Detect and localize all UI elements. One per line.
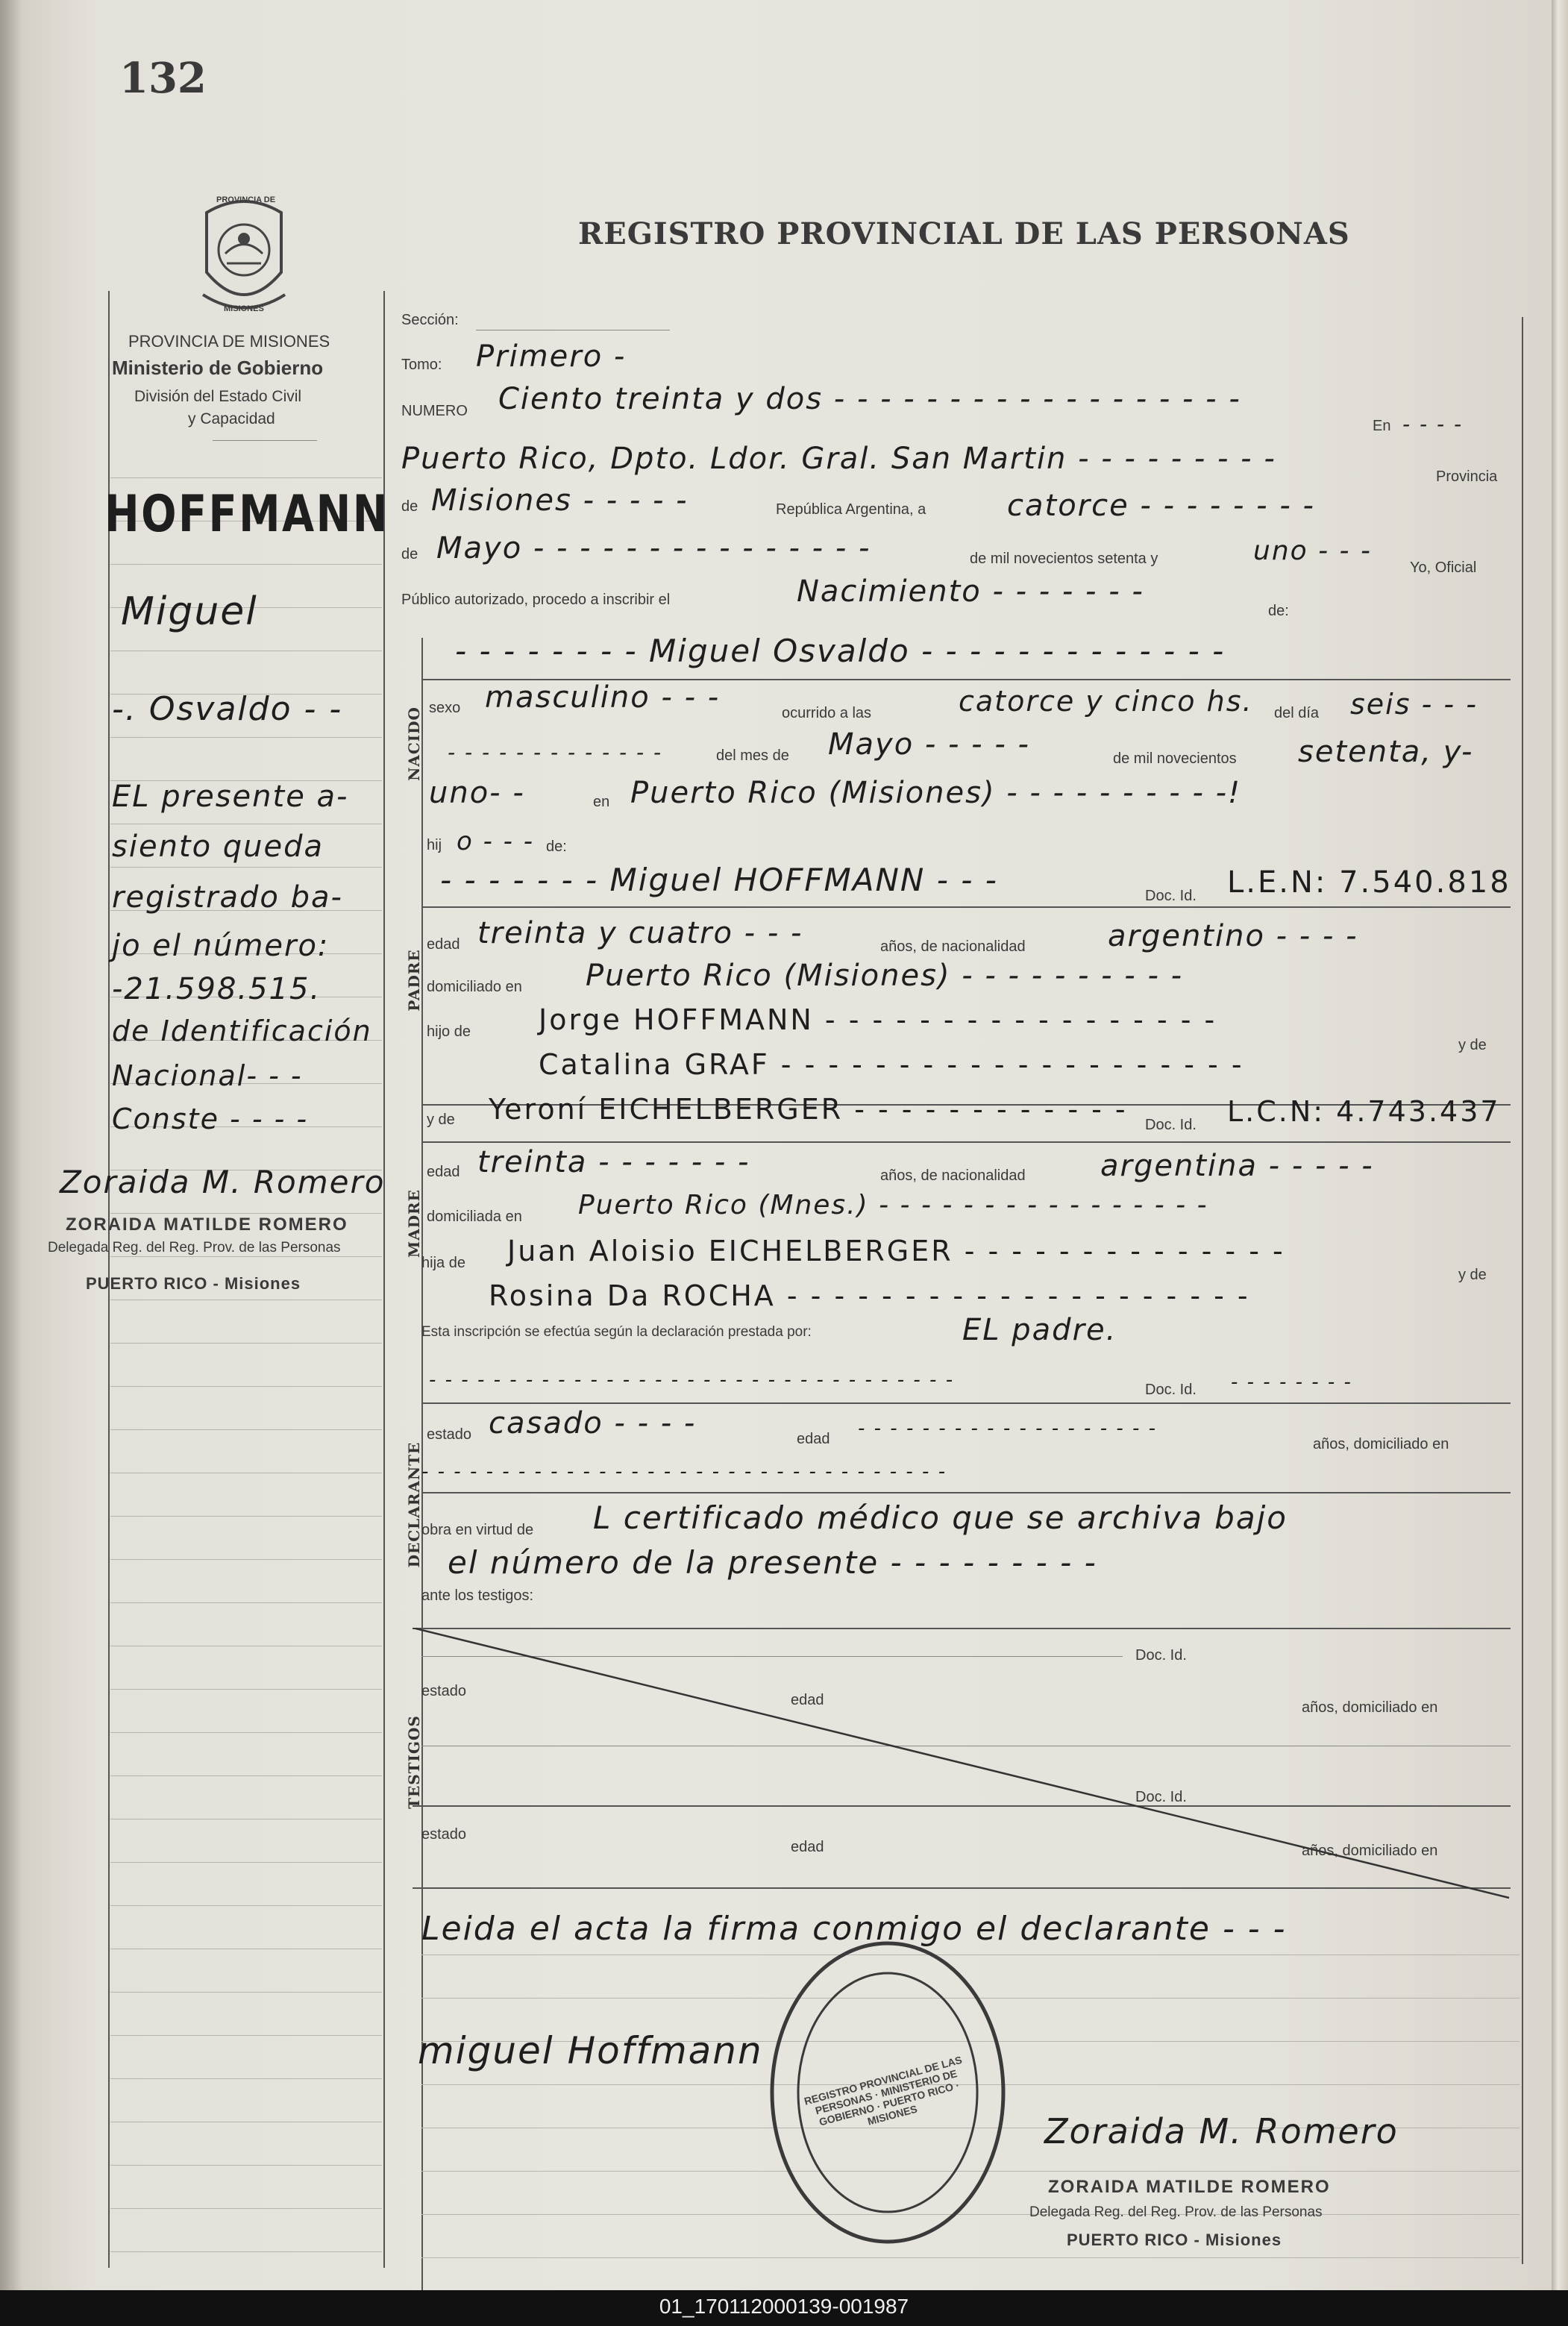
padre-madre: Catalina GRAF - - - - - - - - - - - - - - - - - - - -: [539, 1048, 1244, 1081]
register-title: REGISTRO PROVINCIAL DE LAS PERSONAS: [578, 216, 1350, 251]
testigos-label: ante los testigos:: [421, 1587, 534, 1604]
note-line: registrado ba-: [112, 880, 343, 915]
division-label: División del Estado Civil: [134, 388, 302, 405]
padre-doc-label: Doc. Id.: [1145, 888, 1197, 904]
de-label: de: [401, 546, 418, 562]
declarante-dash: - - - - - - - - - - - - - - - - - - - - - - - - - - - - - - - - -: [429, 1369, 955, 1391]
numero-value: Ciento treinta y dos - - - - - - - - - - - - - - - - - -: [498, 382, 1241, 416]
edad-label: edad: [797, 1431, 830, 1447]
ruled-line: [110, 1256, 382, 1257]
oficial-label: Yo, Oficial: [1410, 559, 1477, 576]
left-stamp-role: Delegada Reg. del Reg. Prov. de las Personas: [48, 1240, 341, 1256]
page-edge: [1552, 0, 1568, 2290]
year-label: de mil novecientos setenta y: [970, 551, 1158, 567]
numero-label: NUMERO: [401, 403, 468, 419]
y-de-label: y de: [1458, 1037, 1487, 1053]
hijo-label: hij: [427, 837, 442, 853]
declarante-label: DECLARANTE: [405, 1441, 423, 1568]
ruled-line: [110, 1602, 382, 1603]
hijo-de-label: hijo de: [427, 1023, 471, 1040]
declarante-edad-dash: - - - - - - - - - - - - - - - - - - -: [858, 1417, 1158, 1440]
testigo-2-doc-label: Doc. Id.: [1135, 1789, 1187, 1805]
ruled-line: [110, 1732, 382, 1733]
binding-shadow: [0, 0, 22, 2290]
padre-domicilio: Puerto Rico (Misiones) - - - - - - - - - -: [586, 959, 1184, 993]
mil-label: de mil novecientos: [1113, 750, 1237, 767]
emblem-text-bottom: MISIONES: [224, 304, 264, 313]
note-line: EL presente a-: [112, 780, 349, 814]
ruled-line: [110, 1343, 382, 1344]
ruled-line: [110, 2035, 382, 2036]
note-line: -21.598.515.: [112, 972, 322, 1006]
testigo-2-estado-label: estado: [421, 1826, 467, 1843]
ruled-line: [110, 1992, 382, 1993]
note-line: siento queda: [112, 830, 324, 864]
madre-name: Yeroní EICHELBERGER - - - - - - - - - - - -: [489, 1093, 1128, 1126]
testigo-1-anios-label: años, domiciliado en: [1302, 1699, 1438, 1716]
padre-doc-value: L.E.N: 7.540.818: [1227, 865, 1511, 900]
year-value: uno - - -: [1253, 536, 1372, 566]
padre-padre: Jorge HOFFMANN - - - - - - - - - - - - - - - - -: [539, 1003, 1217, 1036]
madre-doc-label: Doc. Id.: [1145, 1117, 1197, 1133]
ruled-line: [110, 564, 382, 565]
hija-de-label: hija de: [421, 1255, 465, 1271]
ruled-line: [110, 477, 382, 478]
right-border: [1522, 317, 1523, 2264]
ruled-line: [110, 1429, 382, 1430]
inscripcion-label: Esta inscripción se efectúa según la declaración prestada por:: [421, 1324, 812, 1340]
child-name: - - - - - - - - Miguel Osvaldo - - - - - - - - - - - - -: [455, 633, 1226, 669]
ruled-line: [110, 2078, 382, 2079]
province-value: Misiones - - - - -: [431, 483, 689, 518]
sexo-value: masculino - - -: [485, 680, 721, 715]
ocurrido-label: ocurrido a las: [782, 705, 872, 721]
estado-value: casado - - - -: [489, 1406, 697, 1441]
page-number: 132: [119, 54, 207, 103]
del-mes-label: del mes de: [716, 747, 789, 764]
official-signature: Zoraida M. Romero: [1044, 2111, 1399, 2151]
left-stamp-place: PUERTO RICO - Misiones: [86, 1274, 301, 1293]
ruled-line: [110, 2208, 382, 2209]
declarant-signature: miguel Hoffmann: [418, 2029, 763, 2072]
ruled-line: [110, 1386, 382, 1387]
seal-text: REGISTRO PROVINCIAL DE LAS PERSONAS · MINISTERIO DE GOBIERNO · PUERTO RICO · MISIONES: [803, 2053, 964, 2128]
nacido-label: NACIDO: [405, 706, 423, 781]
testigos-cancel-line: [413, 1628, 1511, 1904]
tomo-label: Tomo:: [401, 357, 442, 373]
ruled-line: [110, 1516, 382, 1517]
day-value: catorce - - - - - - - -: [1007, 489, 1315, 523]
edad-label: edad: [427, 1164, 460, 1180]
ruled-line: [110, 1689, 382, 1690]
de-colon-label: de:: [1268, 603, 1289, 619]
note-line: jo el número:: [112, 929, 330, 963]
given-name-2: -. Osvaldo - -: [112, 690, 343, 728]
padre-edad: treinta y cuatro - - -: [477, 916, 803, 950]
padre-name: - - - - - - - Miguel HOFFMANN - - -: [440, 862, 998, 898]
image-identifier: 01_170112000139-001987: [659, 2295, 909, 2318]
ruled-line: [110, 1559, 382, 1560]
testigo-2-edad-label: edad: [791, 1839, 824, 1855]
hijo-value: o - - -: [457, 827, 535, 856]
place-value: Puerto Rico, Dpto. Ldor. Gral. San Martin - - - - - - - - -: [401, 442, 1276, 476]
domiciliada-label: domiciliada en: [427, 1209, 522, 1225]
obra-label: obra en virtud de: [421, 1522, 534, 1538]
seccion-label: Sección:: [401, 312, 459, 328]
uno-value: uno- -: [429, 776, 525, 810]
domiciliado-label: domiciliado en: [427, 979, 522, 995]
left-stamp-name: ZORAIDA MATILDE ROMERO: [66, 1214, 348, 1235]
testigos-side-label: TESTIGOS: [405, 1715, 423, 1809]
province-label: PROVINCIA DE MISIONES: [128, 332, 330, 351]
acto-value: Nacimiento - - - - - - -: [797, 574, 1144, 609]
ruled-line: [110, 1775, 382, 1776]
sexo-label: sexo: [429, 700, 461, 716]
en-dash: - - - -: [1402, 412, 1464, 436]
note-line: Nacional- - -: [112, 1059, 303, 1092]
anios-nac-label: años, de nacionalidad: [880, 1167, 1026, 1184]
dia-value: seis - - -: [1350, 688, 1478, 721]
madre-nacionalidad: argentina - - - - -: [1100, 1149, 1374, 1183]
capacity-label: y Capacidad: [188, 410, 275, 427]
testigo-1-edad-label: edad: [791, 1692, 824, 1708]
ruled-line: [110, 737, 382, 738]
official-role: Delegada Reg. del Reg. Prov. de las Personas: [1029, 2204, 1323, 2220]
obra-value-2: el número de la presente - - - - - - - - -: [448, 1544, 1097, 1581]
madre-domicilio: Puerto Rico (Mnes.) - - - - - - - - - - - - - - - -: [578, 1190, 1208, 1220]
en-label-small: en: [593, 794, 610, 810]
ruled-line: [110, 1862, 382, 1863]
anios-dom-label: años, domiciliado en: [1313, 1436, 1449, 1452]
ruled-line: [110, 1213, 382, 1214]
declarante-doc-label: Doc. Id.: [1145, 1382, 1197, 1398]
given-name-1: Miguel: [121, 589, 258, 634]
madre-doc-value: L.C.N: 4.743.437: [1227, 1095, 1501, 1128]
mes-value: Mayo - - - - -: [828, 727, 1030, 762]
hora-value: catorce y cinco hs.: [959, 685, 1253, 718]
en-label: En: [1373, 418, 1391, 434]
republica-label: República Argentina, a: [776, 501, 926, 518]
note-line: Conste - - - -: [112, 1103, 309, 1135]
padre-label: PADRE: [405, 949, 423, 1012]
closing-text: Leida el acta la firma conmigo el declarante - - -: [421, 1910, 1287, 1948]
testigo-1-doc-label: Doc. Id.: [1135, 1647, 1187, 1664]
province-emblem-icon: [195, 190, 292, 317]
estado-label: estado: [427, 1426, 472, 1443]
lugar-value: Puerto Rico (Misiones) - - - - - - - - - -!: [630, 776, 1242, 810]
note-line: de Identificación: [112, 1015, 372, 1047]
obra-value-1: L certificado médico que se archiva bajo: [593, 1499, 1288, 1536]
provincia-label: Provincia: [1436, 468, 1498, 485]
emblem-text-top: PROVINCIA DE: [216, 195, 276, 204]
madre-edad: treinta - - - - - - -: [477, 1145, 750, 1179]
month-value: Mayo - - - - - - - - - - - - - - -: [436, 531, 871, 565]
anio-value: setenta, y-: [1298, 735, 1474, 769]
edad-label: edad: [427, 936, 460, 953]
ruled-line: [110, 2165, 382, 2166]
testigo-1-estado-label: estado: [421, 1683, 467, 1699]
testigo-2-anios-label: años, domiciliado en: [1302, 1843, 1438, 1859]
ruled-line: [110, 867, 382, 868]
left-signature: Zoraida M. Romero: [60, 1164, 386, 1200]
publico-label: Público autorizado, procedo a inscribir el: [401, 592, 671, 608]
padre-nacionalidad: argentino - - - -: [1108, 919, 1358, 953]
left-column-divider: [383, 291, 385, 2268]
declarante-value: EL padre.: [962, 1313, 1117, 1347]
y-de-madre-label: y de: [427, 1112, 455, 1128]
ministry-label: Ministerio de Gobierno: [112, 357, 324, 379]
de-colon-label-2: de:: [546, 838, 567, 855]
dash-row: - - - - - - - - - - - - -: [448, 740, 663, 765]
ruled-line: [110, 2251, 382, 2252]
del-dia-label: del día: [1274, 705, 1320, 721]
ruled-line: [110, 1905, 382, 1906]
declarante-doc-dash: - - - - - - - -: [1231, 1371, 1352, 1394]
de-label: de: [401, 498, 418, 515]
madre-padre: Juan Aloisio EICHELBERGER - - - - - - - - - - - - - -: [507, 1235, 1285, 1267]
y-de-label: y de: [1458, 1267, 1487, 1283]
anios-nac-label: años, de nacionalidad: [880, 938, 1026, 955]
official-name: ZORAIDA MATILDE ROMERO: [1048, 2177, 1331, 2197]
tomo-value: Primero -: [476, 339, 627, 374]
declarante-domicilio-dash: - - - - - - - - - - - - - - - - - - - - - - - - - - - - - - - - -: [421, 1461, 947, 1483]
official-place: PUERTO RICO - Misiones: [1067, 2231, 1282, 2249]
ruled-line: [421, 2257, 1520, 2258]
madre-label: MADRE: [405, 1189, 423, 1258]
surname: HOFFMANN: [104, 485, 389, 544]
madre-madre: Rosina Da ROCHA - - - - - - - - - - - - - - - - - - - -: [489, 1279, 1250, 1312]
